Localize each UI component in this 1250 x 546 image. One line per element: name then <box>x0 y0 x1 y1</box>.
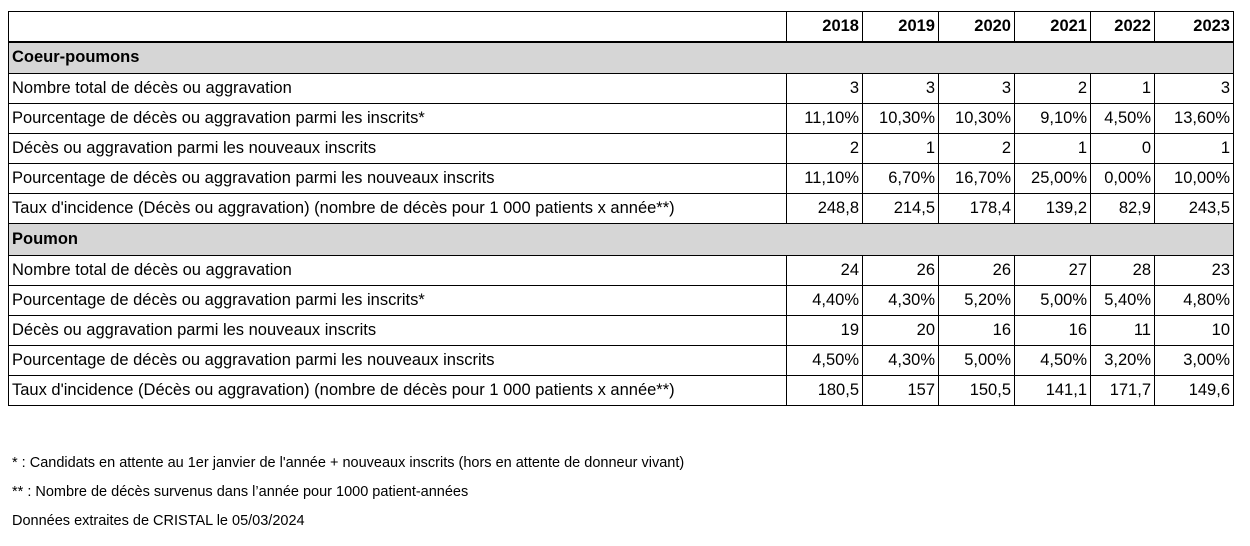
row-label: Taux d'incidence (Décès ou aggravation) (nombre de décès pour 1 000 patients x année**) <box>9 376 787 406</box>
table-row <box>9 104 1234 134</box>
value-cell: 16 <box>939 316 1015 346</box>
value-cell: 3,00% <box>1155 346 1234 376</box>
value-cell: 1 <box>1091 74 1155 104</box>
value-cell: 10,00% <box>1155 164 1234 194</box>
row-label: Nombre total de décès ou aggravation <box>9 256 787 286</box>
value-cell: 3,20% <box>1091 346 1155 376</box>
value-cell: 5,20% <box>939 286 1015 316</box>
value-cell: 1 <box>863 134 939 164</box>
value-cell: 2 <box>939 134 1015 164</box>
section-title-coeur-poumons: Coeur-poumons <box>9 42 1234 74</box>
value-cell: 3 <box>787 74 863 104</box>
footnote-double-asterisk: ** : Nombre de décès survenus dans l’année pour 1000 patient-années <box>12 484 469 500</box>
row-label: Décès ou aggravation parmi les nouveaux inscrits <box>9 134 787 164</box>
value-cell: 1 <box>1155 134 1234 164</box>
value-cell: 10,30% <box>939 104 1015 134</box>
value-cell: 4,50% <box>787 346 863 376</box>
value-cell: 25,00% <box>1015 164 1091 194</box>
value-cell: 82,9 <box>1091 194 1155 224</box>
table-row <box>9 194 1234 224</box>
value-cell: 0,00% <box>1091 164 1155 194</box>
value-cell: 24 <box>787 256 863 286</box>
value-cell: 16 <box>1015 316 1091 346</box>
value-cell: 4,50% <box>1091 104 1155 134</box>
table-row <box>9 346 1234 376</box>
row-label: Nombre total de décès ou aggravation <box>9 74 787 104</box>
value-cell: 19 <box>787 316 863 346</box>
value-cell: 4,50% <box>1015 346 1091 376</box>
value-cell: 2 <box>1015 74 1091 104</box>
value-cell: 248,8 <box>787 194 863 224</box>
section-title-poumon: Poumon <box>9 224 1234 256</box>
value-cell: 16,70% <box>939 164 1015 194</box>
footnotes <box>12 449 684 536</box>
table-row <box>9 256 1234 286</box>
value-cell: 149,6 <box>1155 376 1234 406</box>
header-corner-cell <box>9 12 787 42</box>
year-header-2020: 2020 <box>939 12 1015 42</box>
footnote-asterisk: * : Candidats en attente au 1er janvier de l'année + nouveaux inscrits (hors en attente de donneur vivant) <box>12 455 685 471</box>
value-cell: 4,30% <box>863 286 939 316</box>
row-label: Pourcentage de décès ou aggravation parmi les inscrits* <box>9 104 787 134</box>
value-cell: 4,40% <box>787 286 863 316</box>
section-header-row <box>9 224 1234 256</box>
table-row <box>9 134 1234 164</box>
value-cell: 11,10% <box>787 164 863 194</box>
value-cell: 11,10% <box>787 104 863 134</box>
value-cell: 150,5 <box>939 376 1015 406</box>
value-cell: 26 <box>939 256 1015 286</box>
value-cell: 10,30% <box>863 104 939 134</box>
value-cell: 178,4 <box>939 194 1015 224</box>
value-cell: 27 <box>1015 256 1091 286</box>
value-cell: 13,60% <box>1155 104 1234 134</box>
row-label: Décès ou aggravation parmi les nouveaux inscrits <box>9 316 787 346</box>
value-cell: 28 <box>1091 256 1155 286</box>
row-label: Pourcentage de décès ou aggravation parmi les nouveaux inscrits <box>9 346 787 376</box>
value-cell: 9,10% <box>1015 104 1091 134</box>
year-header-2021: 2021 <box>1015 12 1091 42</box>
value-cell: 180,5 <box>787 376 863 406</box>
year-header-2019: 2019 <box>863 12 939 42</box>
section-header-row <box>9 42 1234 74</box>
header-row <box>9 12 1234 42</box>
year-header-2022: 2022 <box>1091 12 1155 42</box>
value-cell: 5,40% <box>1091 286 1155 316</box>
statistics-table <box>8 11 1234 406</box>
value-cell: 10 <box>1155 316 1234 346</box>
year-header-2023: 2023 <box>1155 12 1234 42</box>
value-cell: 20 <box>863 316 939 346</box>
value-cell: 5,00% <box>1015 286 1091 316</box>
row-label: Taux d'incidence (Décès ou aggravation) (nombre de décès pour 1 000 patients x année**) <box>9 194 787 224</box>
table-row <box>9 164 1234 194</box>
value-cell: 5,00% <box>939 346 1015 376</box>
data-source-note: Données extraites de CRISTAL le 05/03/2024 <box>12 513 305 529</box>
value-cell: 1 <box>1015 134 1091 164</box>
value-cell: 23 <box>1155 256 1234 286</box>
year-header-2018: 2018 <box>787 12 863 42</box>
table-row <box>9 74 1234 104</box>
value-cell: 11 <box>1091 316 1155 346</box>
value-cell: 157 <box>863 376 939 406</box>
value-cell: 0 <box>1091 134 1155 164</box>
value-cell: 171,7 <box>1091 376 1155 406</box>
value-cell: 2 <box>787 134 863 164</box>
table-row <box>9 316 1234 346</box>
value-cell: 214,5 <box>863 194 939 224</box>
value-cell: 6,70% <box>863 164 939 194</box>
value-cell: 243,5 <box>1155 194 1234 224</box>
table-row <box>9 286 1234 316</box>
value-cell: 139,2 <box>1015 194 1091 224</box>
value-cell: 26 <box>863 256 939 286</box>
value-cell: 3 <box>1155 74 1234 104</box>
row-label: Pourcentage de décès ou aggravation parmi les inscrits* <box>9 286 787 316</box>
value-cell: 4,80% <box>1155 286 1234 316</box>
table-row <box>9 376 1234 406</box>
value-cell: 4,30% <box>863 346 939 376</box>
value-cell: 3 <box>939 74 1015 104</box>
value-cell: 3 <box>863 74 939 104</box>
row-label: Pourcentage de décès ou aggravation parmi les nouveaux inscrits <box>9 164 787 194</box>
value-cell: 141,1 <box>1015 376 1091 406</box>
